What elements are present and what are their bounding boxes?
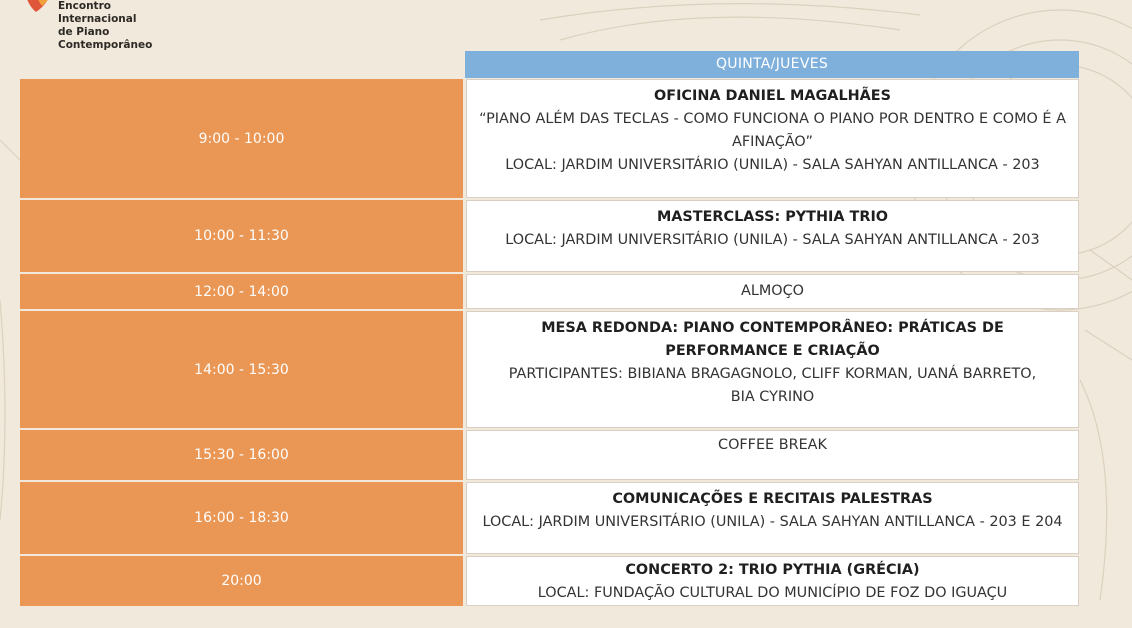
schedule-row	[20, 311, 1079, 428]
schedule-row	[20, 274, 1079, 309]
event-cell	[466, 430, 1079, 480]
schedule-row	[20, 430, 1079, 480]
event-cell	[466, 200, 1079, 272]
event-detail: COFFEE BREAK	[718, 437, 827, 453]
time-cell: 20:00	[20, 556, 463, 606]
logo-line: Encontro	[58, 0, 111, 12]
time-cell: 10:00 - 11:30	[20, 200, 463, 272]
event-cell	[466, 79, 1079, 198]
event-cell	[466, 556, 1079, 606]
event-title: OFICINA DANIEL MAGALHÃES	[654, 88, 891, 104]
logo-line: Contemporâneo	[58, 39, 153, 51]
event-title: CONCERTO 2: TRIO PYTHIA (GRÉCIA)	[625, 562, 920, 578]
event-location: LOCAL: JARDIM UNIVERSITÁRIO (UNILA) - SALA SAHYAN ANTILLANCA - 203 E 204	[482, 514, 1063, 530]
event-location: LOCAL: JARDIM UNIVERSITÁRIO (UNILA) - SALA SAHYAN ANTILLANCA - 203	[505, 232, 1040, 248]
time-cell: 14:00 - 15:30	[20, 311, 463, 428]
time-cell: 16:00 - 18:30	[20, 482, 463, 554]
event-detail: “PIANO ALÉM DAS TECLAS - COMO FUNCIONA O PIANO POR DENTRO E COMO É A AFINAÇÃO”	[479, 111, 1066, 150]
event-cell	[466, 274, 1079, 309]
schedule-row	[20, 200, 1079, 272]
event-title: MESA REDONDA: PIANO CONTEMPORÂNEO: PRÁTICAS DE PERFORMANCE E CRIAÇÃO	[541, 320, 1004, 359]
time-cell: 9:00 - 10:00	[20, 79, 463, 198]
event-title: MASTERCLASS: PYTHIA TRIO	[656, 209, 889, 225]
event-participants: PARTICIPANTES: BIBIANA BRAGAGNOLO, CLIFF KORMAN, UANÁ BARRETO, BIA CYRINO	[508, 366, 1037, 405]
event-cell	[466, 482, 1079, 554]
event-detail: ALMOÇO	[741, 283, 804, 299]
logo-line: Internacional	[58, 13, 137, 25]
time-cell: 15:30 - 16:00	[20, 430, 463, 480]
time-cell: 12:00 - 14:00	[20, 274, 463, 309]
logo-text	[58, 0, 178, 52]
event-cell	[466, 311, 1079, 428]
logo-line: de Piano	[58, 26, 110, 38]
schedule-row	[20, 482, 1079, 554]
event-title: COMUNICAÇÕES E RECITAIS PALESTRAS	[612, 491, 933, 507]
day-header: QUINTA/JUEVES	[465, 51, 1079, 78]
schedule-row	[20, 79, 1079, 198]
schedule-row	[20, 556, 1079, 606]
event-location: LOCAL: FUNDAÇÃO CULTURAL DO MUNICÍPIO DE FOZ DO IGUAÇU	[537, 585, 1008, 601]
event-location: LOCAL: JARDIM UNIVERSITÁRIO (UNILA) - SALA SAHYAN ANTILLANCA - 203	[505, 157, 1040, 173]
